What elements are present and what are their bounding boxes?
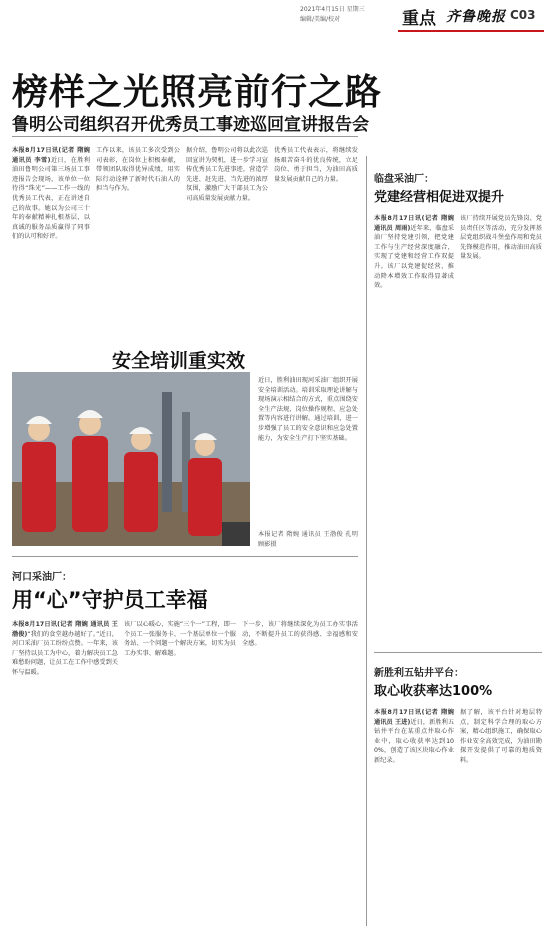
lead-column-3: 据介绍，鲁明公司将以此次巡回宣讲为契机，进一步学习宣传优秀员工先进事迹，营造学先进、赶先进、当先进的浓厚氛围，激励广大干部员工为公司高质量发展贡献力量。 bbox=[186, 147, 268, 202]
party-column-1: 本报8月17日讯(记者 隋婉 通讯员 周雨)近年来，临盘采油厂坚持党建引领，把党建工作与生产经营深度融合，实现了党建和经营工作双提升。该厂以党建促经营，推动降本增效工作取得显著成效。 bbox=[374, 215, 454, 290]
story-byline: 本报8月17日讯(记者 隋婉 通讯员 王渤俊) bbox=[12, 621, 118, 638]
party-byline: 本报8月17日讯(记者 隋婉 通讯员 周雨) bbox=[374, 215, 454, 232]
section-title: 重点 bbox=[402, 9, 436, 29]
story-kicker: 河口采油厂： bbox=[12, 572, 72, 583]
drilling-divider bbox=[374, 652, 542, 653]
drilling-headline: 取心收获率达100% bbox=[374, 684, 493, 699]
date-line: 2021年4月15日 星期三 bbox=[300, 6, 365, 13]
story-column-3: 下一步，该厂将继续深化为员工办实事活动，不断提升员工的获得感、幸福感和安全感。 bbox=[242, 621, 358, 648]
safety-photo-credit: 本报记者 隋婉 通讯员 王渤俊 孔明 顾影摄 bbox=[258, 531, 358, 548]
story-headline: 用“心”守护员工幸福 bbox=[12, 588, 208, 612]
drilling-kicker: 新胜利五钻井平台： bbox=[374, 668, 464, 679]
lead-subhead: 鲁明公司组织召开优秀员工事迹巡回宣讲报告会 bbox=[12, 115, 369, 135]
party-headline: 党建经营相促进双提升 bbox=[374, 190, 505, 205]
drilling-column-1: 本报8月17日讯(记者 隋婉 通讯员 王进)近日，新胜利五钻井平台在某重点井取心作业中，取心收获率达到100%，创造了该区块取心作业新纪录。 bbox=[374, 709, 454, 764]
safety-headline: 安全培训重实效 bbox=[112, 350, 246, 372]
workers-image bbox=[12, 372, 250, 546]
safety-photo bbox=[12, 372, 250, 546]
lead-column-1: 本报8月17日讯(记者 隋婉 通讯员 李雪)近日，在胜利油田鲁明公司第三场员工事迹报告会现场，该单位一位待得“珠光”——工作一线的优秀员工代表，正在讲述自己的故事。她以为公司三十年的奉献精神扎根基层，以真诚的服务品质赢得了同事们的认可和好评。 bbox=[12, 147, 90, 241]
drilling-byline: 本报8月17日讯(记者 隋婉 通讯员 王进) bbox=[374, 709, 454, 726]
editor-line: 编辑/美编/校对 bbox=[300, 16, 341, 23]
party-column-2: 该厂持续开展党员先锋岗、党员责任区等活动，充分发挥基层党组织战斗堡垒作用和党员先锋模范作用，推动油田高质量发展。 bbox=[460, 215, 542, 261]
lead-byline: 本报8月17日讯(记者 隋婉 通讯员 李雪) bbox=[12, 147, 90, 164]
story-divider bbox=[12, 556, 358, 557]
page-number: C03 bbox=[510, 8, 536, 22]
lead-divider bbox=[12, 136, 358, 137]
lead-headline: 榜样之光照亮前行之路 bbox=[12, 72, 383, 113]
party-kicker: 临盘采油厂： bbox=[374, 174, 434, 185]
drilling-column-2: 据了解，该平台针对地层特点，制定科学合理的取心方案，精心组织施工，确保取心作业安全高效完成，为油田勘探开发提供了可靠的地质资料。 bbox=[460, 709, 542, 764]
masthead-rule bbox=[398, 30, 544, 32]
safety-body: 近日，胜利油田现河采油厂组织开展安全培训活动。培训采取理论讲解与现场演示相结合的方式，重点围绕安全生产法规、岗位操作规程、应急处置等内容进行讲解。通过培训，进一步增强了员工的安全意识和应急处置能力，为安全生产打下坚实基础。 bbox=[258, 377, 358, 442]
lead-column-4: 优秀员工代表表示，将继续发扬艰苦奋斗的优良传统，立足岗位、勇于担当，为油田高质量发展贡献自己的力量。 bbox=[274, 147, 358, 183]
column-divider bbox=[366, 156, 367, 926]
lead-column-2: 工作以来，该员工多次受到公司表彰，在岗位上积极奉献，带领团队取得优异成绩，用实际行动诠释了新时代石油人的担当与作为。 bbox=[96, 147, 180, 193]
story-column-1: 本报8月17日讯(记者 隋婉 通讯员 王渤俊)“我们的食堂越办越好了。”近日，河口采油厂员工纷纷点赞。一年来，该厂坚持以员工为中心，着力解决员工急难愁盼问题，让员工在工作中感受到关怀与温暖。 bbox=[12, 621, 118, 676]
story-column-2: 该厂以心暖心，实施“三个一”工程，即一个员工一张服务卡、一个基层单位一个服务站、一个问题一个解决方案，切实为员工办实事、解难题。 bbox=[124, 621, 236, 657]
newspaper-logo: 齐鲁晚报 bbox=[446, 9, 506, 25]
